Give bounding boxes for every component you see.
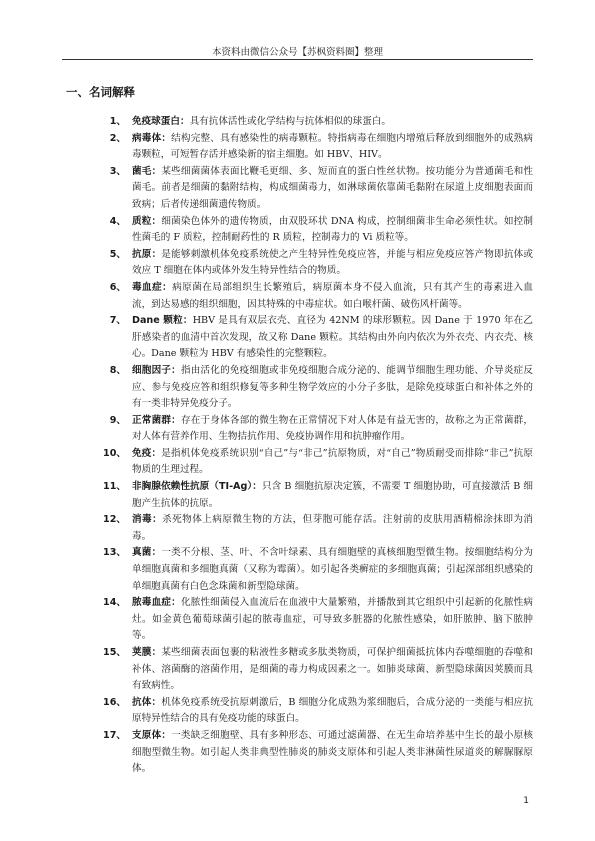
definition-entry xyxy=(62,728,533,778)
entry-term: 非胸腺依赖性抗原（TI-Ag）： xyxy=(132,481,262,493)
definition-entry xyxy=(62,131,533,164)
entry-number: 12、 xyxy=(103,514,126,526)
entry-term: 正常菌群： xyxy=(132,414,181,426)
definition-entry xyxy=(62,114,533,131)
definition-entry xyxy=(62,363,533,413)
entry-number: 5、 xyxy=(109,248,126,260)
entry-number: 9、 xyxy=(109,414,126,426)
entry-number: 11、 xyxy=(103,481,126,493)
definition-entry xyxy=(62,164,533,214)
entry-body: HBV 是具有双层衣壳、直径为 42NM 的球形颗粒。因 Dane 于 1970 年在乙肝感染者的血清中首次发现，故又称 Dane 颗粒。其结构由外向内依次为外衣壳、内衣壳、核心。Dane 颗粒为 HBV 有感染性的完整颗粒。 xyxy=(132,315,533,360)
entry-body: 结构完整、具有感染性的病毒颗粒。特指病毒在细胞内增殖后释放到细胞外的成熟病毒颗粒，可短暂存活并感染新的宿主细胞。如 HBV、HIV。 xyxy=(132,132,533,161)
entry-body: 具有抗体活性或化学结构与抗体相似的球蛋白。 xyxy=(189,116,392,127)
entry-term: 荚膜： xyxy=(132,647,162,658)
page-number: 1 xyxy=(523,796,529,806)
page-header: 本资料由微信公众号【苏枫资料圈】整理 xyxy=(211,47,383,58)
entry-number: 8、 xyxy=(109,364,126,376)
entry-number: 4、 xyxy=(109,215,126,227)
definition-list xyxy=(62,114,533,778)
entry-body: 是指机体免疫系统识别“自己”与“非己”抗原物质，对“自己”物质耐受而排除“非己”抗原物质的生理过程。 xyxy=(132,447,533,476)
definition-entry xyxy=(62,695,533,728)
entry-term: 真菌： xyxy=(132,547,162,559)
entry-body: 病原菌在局部组织生长繁殖后，病原菌本身不侵入血流，只有其产生的毒素进入血流，到达易感的组织细胞，因其特殊的中毒症状。如白喉杆菌、破伤风杆菌等。 xyxy=(132,281,534,310)
definition-entry xyxy=(62,446,533,479)
entry-number: 10、 xyxy=(103,447,126,459)
entry-number: 1、 xyxy=(109,116,126,127)
entry-term: 菌毛： xyxy=(132,165,162,177)
entry-term: 消毒： xyxy=(132,514,163,526)
definition-entry xyxy=(62,247,533,280)
entry-term: 毒血症： xyxy=(132,281,173,293)
entry-body: 指由活化的免疫细胞或非免疫细胞合成分泌的、能调节细胞生理功能、介导炎症反应、参与免疫应答和组织修复等多种生物学效应的小分子多肽，是除免疫球蛋白和补体之外的有一类非特异免疫分子。 xyxy=(132,364,534,410)
entry-body: 只含 B 细胞抗原决定簇，不需要 T 细胞协助，可直接激活 B 细胞产生抗体的抗原。 xyxy=(132,481,533,509)
definition-entry xyxy=(62,280,533,313)
entry-body: 某些细菌菌体表面比鞭毛更细、多、短而直的蛋白性丝状物。按功能分为普通菌毛和性菌毛。前者是细菌的黏附结构，构成细菌毒力，如淋球菌依靠菌毛黏附在尿道上皮细胞表面而致病；后者传递细菌遗传物质。 xyxy=(132,165,534,210)
definition-entry xyxy=(62,479,533,512)
definition-entry xyxy=(62,595,533,645)
entry-body: 细菌染色体外的遗传物质，由双股环状 DNA 构成，控制细菌非生命必须性状。如控制性菌毛的 F 质粒，控制耐药性的 R 质粒，控制毒力的 Vi 质粒等。 xyxy=(132,215,533,244)
entry-body: 一类缺乏细胞壁、具有多种形态、可通过滤菌器、在无生命培养基中生长的最小原核细胞型微生物。如引起人类非典型性肺炎的肺炎支原体和引起人类非淋菌性尿道炎的解脲脲原体。 xyxy=(132,729,533,775)
entry-term: 脓毒血症： xyxy=(132,597,181,609)
entry-number: 7、 xyxy=(109,315,126,327)
entry-body: 一类不分根、茎、叶、不含叶绿素、具有细胞壁的真核细胞型微生物。按细胞结构分为单细胞真菌和多细胞真菌（又称为霉菌）。如引起各类癣症的多细胞真菌；引起深部组织感染的单细胞真菌有白色念珠菌和新型隐球菌。 xyxy=(132,547,534,592)
entry-term: 病毒体： xyxy=(132,132,172,144)
entry-term: 免疫： xyxy=(132,447,162,459)
entry-term: 细胞因子： xyxy=(132,364,181,376)
entry-number: 17、 xyxy=(103,729,126,741)
definition-entry xyxy=(62,545,533,595)
entry-term: 支原体： xyxy=(132,729,172,741)
entry-term: 抗原： xyxy=(132,248,162,260)
section-title: 一、名词解释 xyxy=(66,85,135,99)
definition-entry xyxy=(62,214,533,247)
definition-entry xyxy=(62,512,533,545)
entry-body: 存在于身体各部的微生物在正常情况下对人体是有益无害的，故称之为正常菌群，对人体有营养作用、生物拮抗作用、免疫协调作用和抗肿瘤作用。 xyxy=(132,414,534,443)
definition-entry xyxy=(62,645,533,695)
entry-number: 14、 xyxy=(103,597,126,609)
entry-term: 质粒： xyxy=(132,215,162,227)
entry-body: 是能够刺激机体免疫系统使之产生特异性免疫应答，并能与相应免疫应答产物即抗体或效应 T 细胞在体内或体外发生特异性结合的物质。 xyxy=(132,248,534,277)
entry-body: 杀死物体上病原微生物的方法，但芽胞可能存活。注射前的皮肤用酒精棉涂抹即为消毒。 xyxy=(132,514,534,542)
entry-term: 抗体： xyxy=(132,696,162,708)
entry-number: 2、 xyxy=(109,132,126,144)
entry-body: 某些细菌表面包裹的粘液性多糖或多肽类物质，可保护细菌抵抗体内吞噬细胞的吞噬和补体、溶菌酶的溶菌作用，是细菌的毒力构成因素之一。如肺炎球菌、新型隐球菌因荚膜而具有致病性。 xyxy=(132,647,534,692)
entry-number: 6、 xyxy=(109,281,126,293)
entry-number: 13、 xyxy=(103,547,126,559)
entry-number: 3、 xyxy=(109,165,126,177)
header-divider xyxy=(62,59,533,60)
entry-term: Dane 颗粒： xyxy=(132,315,193,327)
entry-number: 16、 xyxy=(103,696,126,708)
entry-number: 15、 xyxy=(103,647,126,658)
entry-body: 机体免疫系统受抗原刺激后，B 细胞分化成熟为浆细胞后，合成分泌的一类能与相应抗原特异性结合的具有免疫功能的球蛋白。 xyxy=(132,696,534,725)
entry-term: 免疫球蛋白： xyxy=(132,116,190,127)
definition-entry xyxy=(62,313,533,363)
entry-body: 化脓性细菌侵入血流后在血液中大量繁殖，并播散到其它组织中引起新的化脓性病灶。如金黄色葡萄球菌引起的脓毒血症，可导致多脏器的化脓性感染，如肝脓肿、脑下脓肿等。 xyxy=(132,597,534,642)
definition-entry xyxy=(62,413,533,446)
